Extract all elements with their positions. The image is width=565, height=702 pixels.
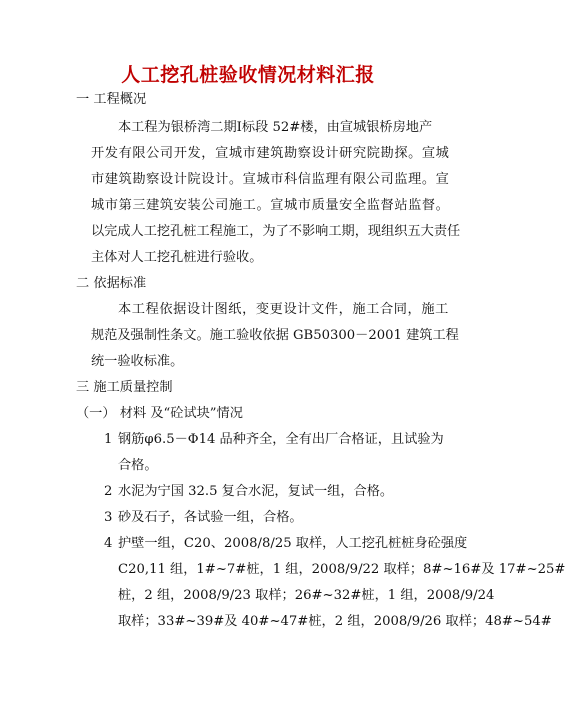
list-item-text: 护壁一组，C20、2008/8/25 取样，人工挖孔桩桩身砼强度 — [118, 536, 468, 551]
list-item-number: 2 — [104, 484, 113, 499]
section-heading-standards: 二 依据标准 — [76, 276, 147, 291]
paragraph-line: 开发有限公司开发，宣城市建筑勘察设计研究院勘探。宣城 — [91, 146, 450, 161]
document-title: 人工挖孔桩验收情况材料汇报 — [121, 64, 375, 86]
paragraph-line: 本工程依据设计图纸，变更设计文件，施工合同，施工 — [118, 302, 449, 317]
list-item-text: C20,11 组，1#~7#桩，1 组，2008/9/22 取样；8#~16#及 17#~25# — [118, 562, 565, 577]
section-heading-overview: 一 工程概况 — [76, 92, 147, 107]
paragraph-line: 以完成人工挖孔桩工程施工，为了不影响工期，现组织五大责任 — [91, 224, 461, 239]
list-item-text: 砂及石子，各试验一组，合格。 — [118, 510, 303, 525]
paragraph-line: 规范及强制性条文。施工验收依据 GB50300－2001 建筑工程 — [91, 328, 459, 343]
paragraph-line: 主体对人工挖孔桩进行验收。 — [91, 250, 263, 265]
paragraph-line: 城市第三建筑安装公司施工。宣城市质量安全监督站监督。 — [91, 198, 450, 213]
list-item-number: 4 — [104, 536, 113, 551]
subsection-heading-materials: （一） 材料 及“砼试块”情况 — [76, 406, 243, 421]
list-item-text: 取样；33#~39#及 40#~47#桩，2 组，2008/9/26 取样；48#~54# — [118, 614, 552, 629]
list-item-text: 合格。 — [118, 458, 158, 473]
paragraph-line: 市建筑勘察设计院设计。宣城市科信监理有限公司监理。宣 — [91, 172, 450, 187]
section-heading-quality: 三 施工质量控制 — [76, 380, 173, 395]
list-item-number: 3 — [104, 510, 113, 525]
paragraph-line: 本工程为银桥湾二期Ⅰ标段 52#楼，由宣城银桥房地产 — [118, 120, 433, 135]
list-item-text: 钢筋φ6.5－Φ14 品种齐全，全有出厂合格证，且试验为 — [118, 432, 444, 447]
list-item-number: 1 — [104, 432, 113, 447]
paragraph-line: 统一验收标准。 — [91, 354, 184, 369]
list-item-text: 水泥为宁国 32.5 复合水泥，复试一组，合格。 — [118, 484, 394, 499]
list-item-text: 桩，2 组，2008/9/23 取样；26#~32#桩，1 组，2008/9/24 — [118, 588, 495, 603]
